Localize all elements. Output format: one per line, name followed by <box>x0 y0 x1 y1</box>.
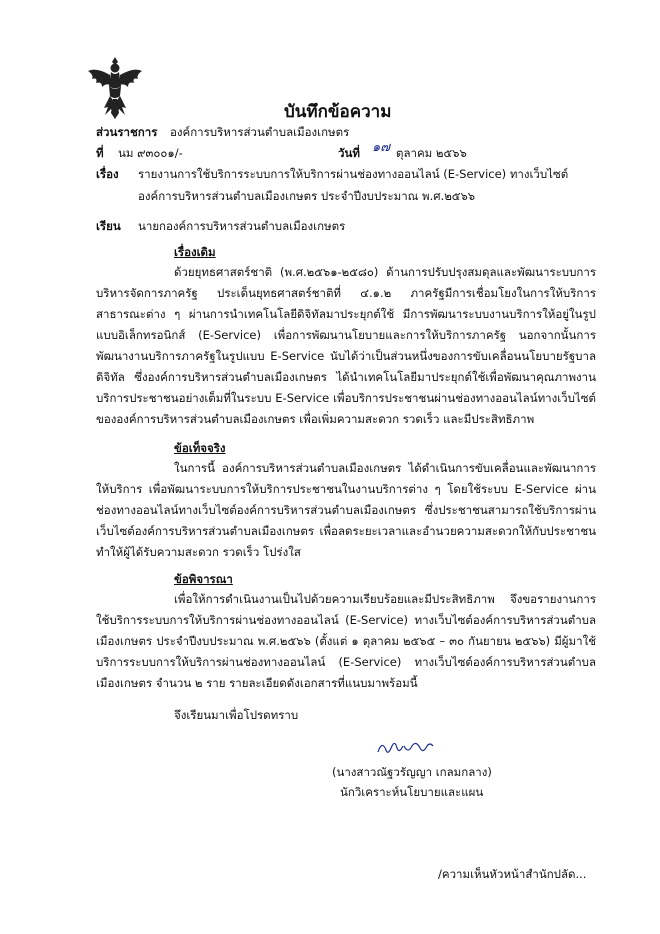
subject-line-1: รายงานการใช้บริการระบบการให้บริการผ่านช่องทางออนไลน์ (E-Service) ทางเว็บไซต์ <box>138 167 569 181</box>
agency-value: องค์การบริหารส่วนตำบลเมืองเกษตร <box>170 125 350 139</box>
section-heading-consideration: ข้อพิจารณา <box>174 572 233 586</box>
section-heading-facts: ข้อเท็จจริง <box>174 441 226 455</box>
memo-title: บันทึกข้อความ <box>284 102 392 122</box>
recipient-label: เรียน <box>96 219 121 233</box>
ref-value: นม ๙๓๐๐๑/- <box>118 146 183 160</box>
section-body-background: ด้วยยุทธศาสตร์ชาติ (พ.ศ.๒๕๖๑-๒๕๘๐) ด้านการปรับปรุงสมดุลและพัฒนาระบบการบริหารจัดการภาครัฐ ประเด็นยุทธศาสตร์ชาติที่ ๔.๑.๒ ภาครัฐมีการเชื่อมโยงในการให้บริการสาธารณะต่าง ๆ ผ่านการนำเทคโนโลยีดิจิทัลมาประยุกต์ใช้ มีการพัฒนาระบบงานบริการให้อยู่ในรูปแบบอิเล็กทรอนิกส์ (E-Service) เพื่อการพัฒนานโยบายและการให้บริการภาครัฐ นอกจากนั้นการพัฒนางานบริการภาครัฐในรูปแบบ E-Service นับได้ว่าเป็นส่วนหนึ่งของการขับเคลื่อนนโยบายรัฐบาลดิจิทัล ซึ่งองค์การบริหารส่วนตำบลเมืองเกษตร ได้นำเทคโนโลยีมาประยุกต์ใช้เพื่อพัฒนาคุณภาพงานบริการประชาชนอย่างเต็มที่ในระบบ E-Service เพื่อบริการประชาชนผ่านช่องทางออนไลน์ทางเว็บไซต์ขององค์การบริหารส่วนตำบลเมืองเกษตร เพื่อเพิ่มความสะดวก รวดเร็ว และมีประสิทธิภาพ <box>96 265 596 426</box>
handwritten-signature-icon <box>374 738 446 758</box>
garuda-emblem-icon <box>86 55 144 121</box>
recipient-value: นายกองค์การบริหารส่วนตำบลเมืองเกษตร <box>138 219 346 233</box>
agency-label: ส่วนราชการ <box>96 125 158 139</box>
closing-line: จึงเรียนมาเพื่อโปรดทราบ <box>174 708 299 722</box>
signatory-name: (นางสาวณัฐวรัญญา เกลมกลาง) <box>332 765 492 779</box>
date-label: วันที่ <box>338 146 360 160</box>
signatory-position: นักวิเคราะห์นโยบายและแผน <box>340 785 484 799</box>
date-day-handwritten: ๑๗ <box>372 140 391 155</box>
section-body-facts: ในการนี้ องค์การบริหารส่วนตำบลเมืองเกษตร ได้ดำเนินการขับเคลื่อนและพัฒนาการให้บริการ เพื่อพัฒนาระบบการให้บริการประชาชนในงานบริการต่าง ๆ โดยใช้ระบบ E-Service ผ่านช่องทางออนไลน์ทางเว็บไซต์องค์การบริหารส่วนตำบลเมืองเกษตร ซึ่งประชาชนสามารถใช้บริการผ่านเว็บไซต์องค์การบริหารส่วนตำบลเมืองเกษตร เพื่อลดระยะเวลาและอำนวยความสะดวกให้กับประชาชนทำให้ผู้ได้รับความสะดวก รวดเร็ว โปร่งใส <box>96 461 596 559</box>
subject-line-2: องค์การบริหารส่วนตำบลเมืองเกษตร ประจำปีงบประมาณ พ.ศ.๒๕๖๖ <box>138 189 476 203</box>
subject-label: เรื่อง <box>96 167 119 181</box>
section-body-consideration: เพื่อให้การดำเนินงานเป็นไปด้วยความเรียบร้อยและมีประสิทธิภาพ จึงขอรายงานการใช้บริการระบบการให้บริการผ่านช่องทางออนไลน์ (E-Service) ทางเว็บไซต์องค์การบริหารส่วนตำบลเมืองเกษตร ประจำปีงบประมาณ พ.ศ.๒๕๖๖ (ตั้งแต่ ๑ ตุลาคม ๒๕๖๕ – ๓๐ กันยายน ๒๕๖๖) มีผู้มาใช้บริการระบบการให้บริการผ่านช่องทางออนไลน์ (E-Service) ทางเว็บไซต์องค์การบริหารส่วนตำบลเมืองเกษตร จำนวน ๒ ราย รายละเอียดดังเอกสารที่แนบมาพร้อมนี้ <box>96 592 596 690</box>
date-month-year: ตุลาคม ๒๕๖๖ <box>396 146 467 160</box>
footer-continuation-note: /ความเห็นหัวหน้าสำนักปลัด... <box>438 867 587 881</box>
section-heading-background: เรื่องเดิม <box>174 245 216 259</box>
ref-label: ที่ <box>96 146 104 160</box>
